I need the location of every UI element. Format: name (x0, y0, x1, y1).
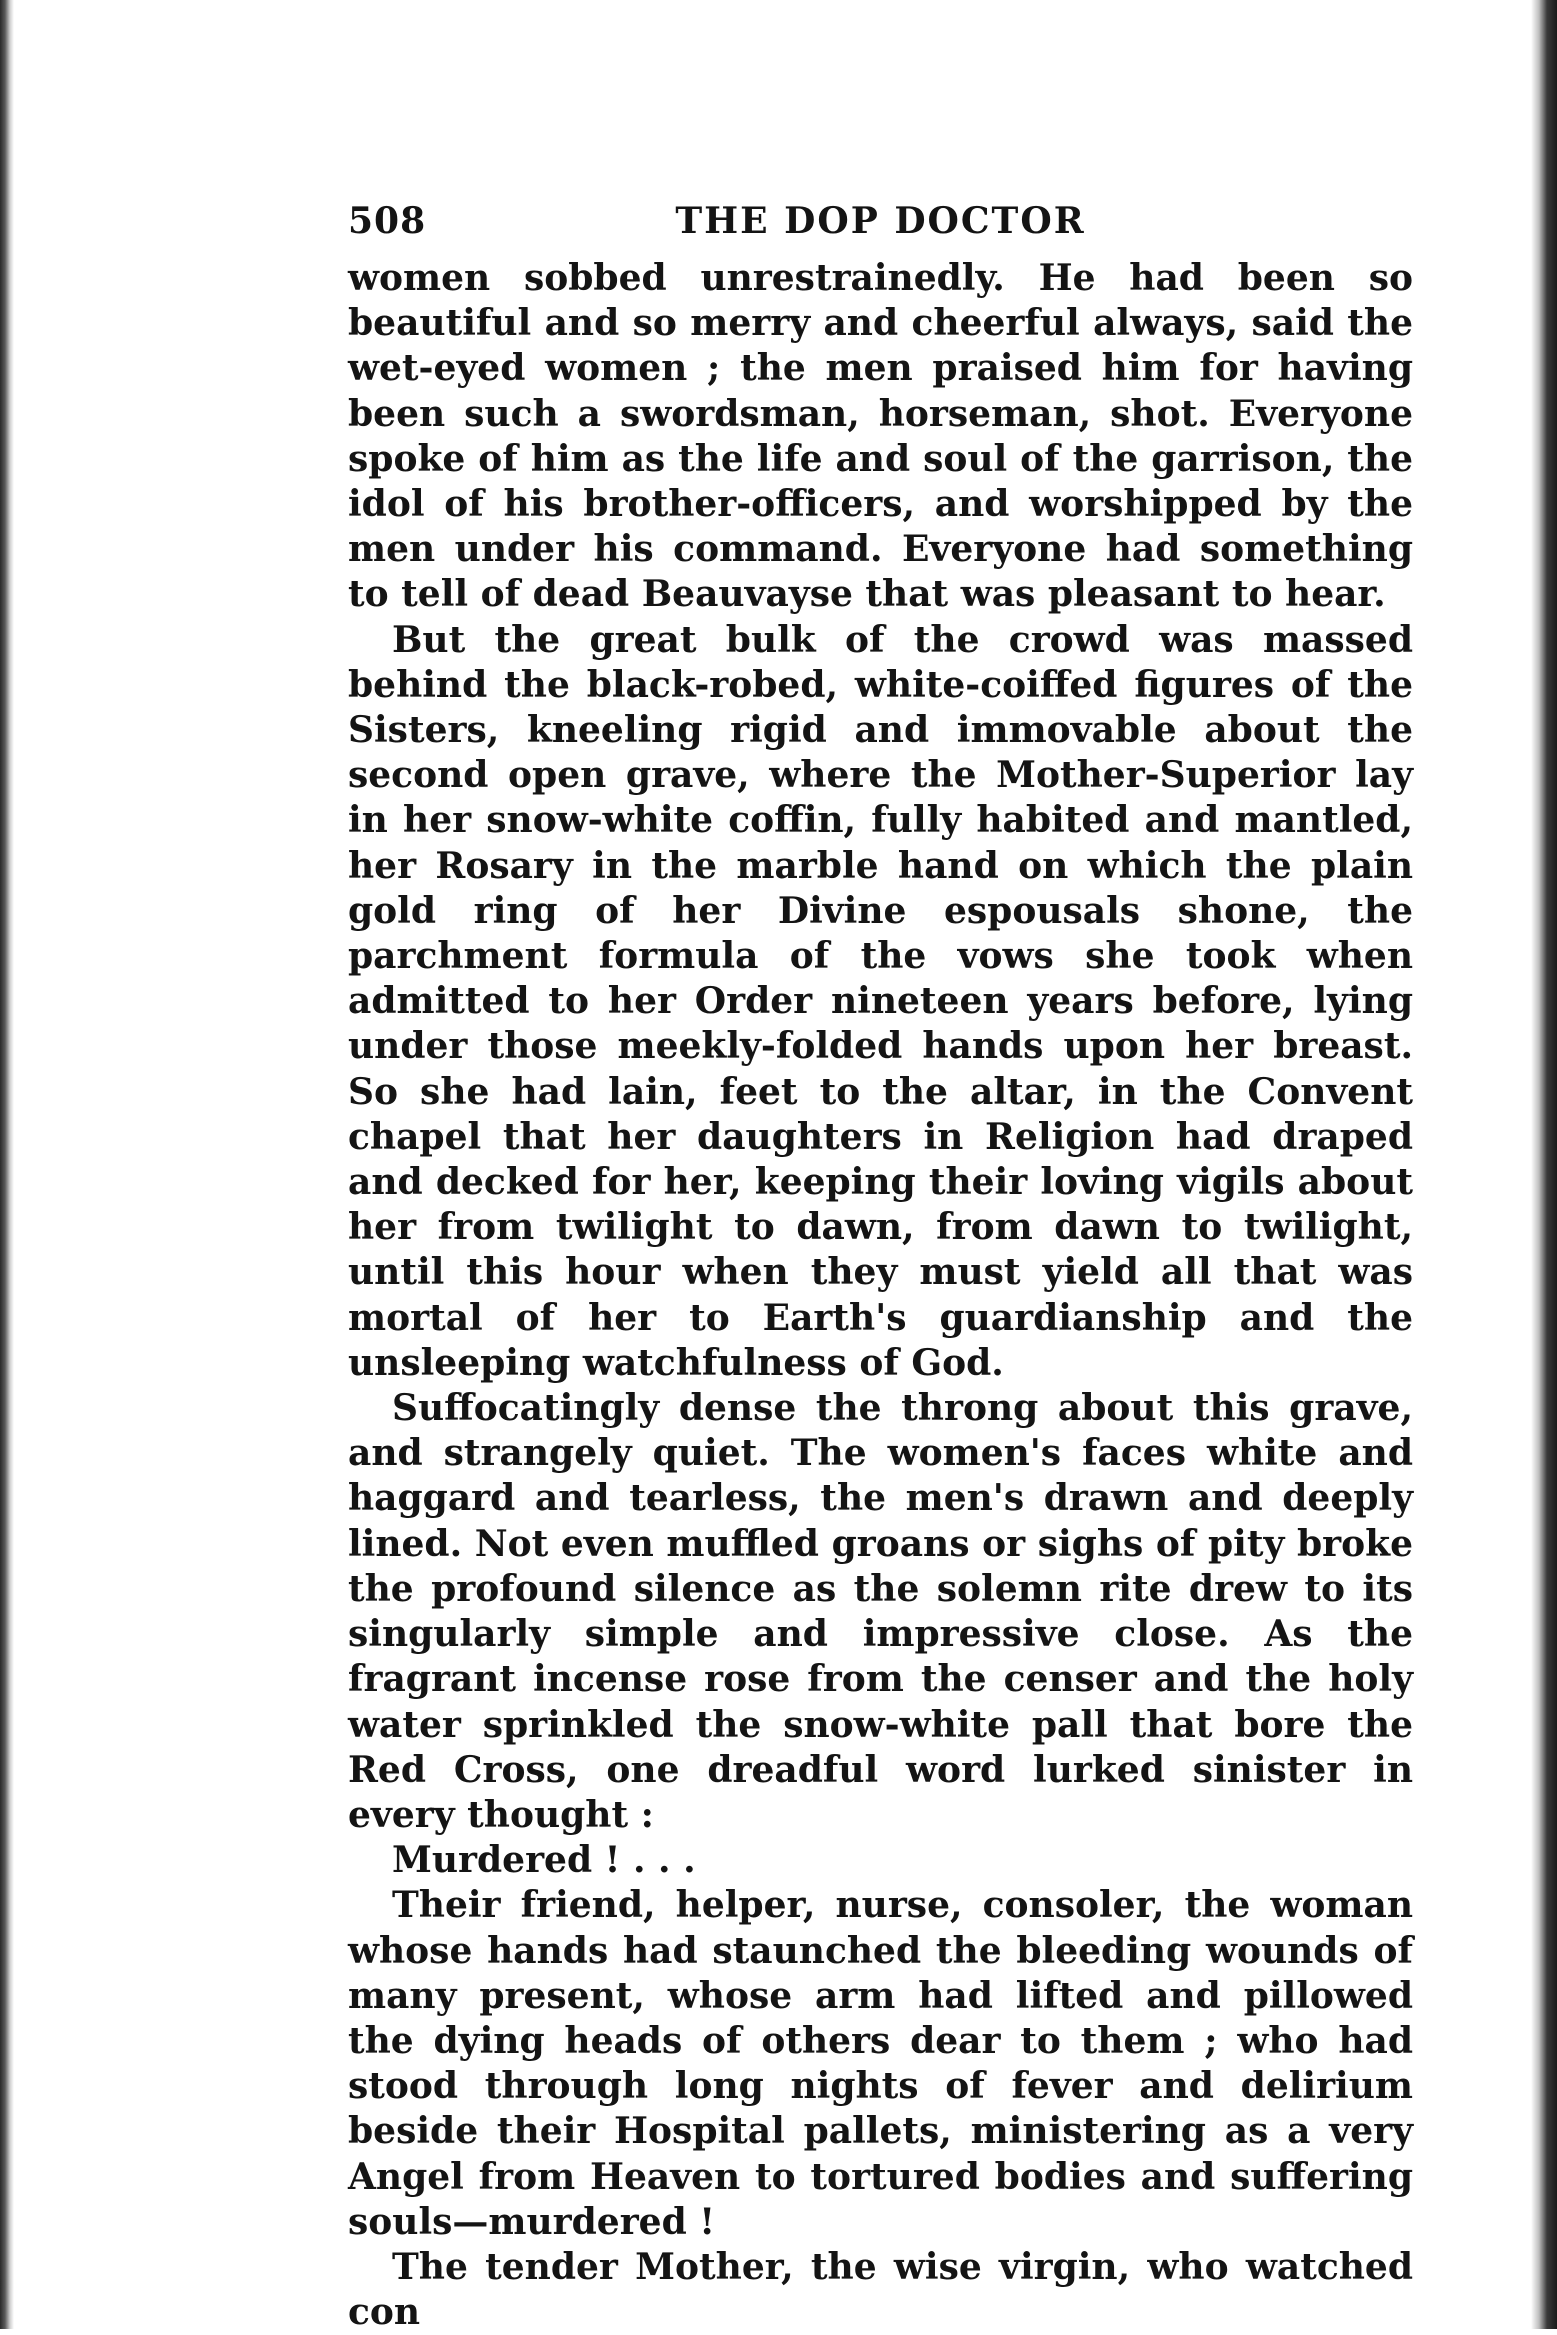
page-number: 508 (348, 200, 427, 242)
paragraph: Murdered ! . . . (392, 1839, 696, 1882)
body-text (348, 256, 1413, 2335)
scan-edge-left (0, 0, 14, 2329)
paragraph: But the great bulk of the crowd was massed behind the black-robed, white-coiffed figures of the Sisters, kneeling rigid and immovable about the second open grave, where the Mother-Superior lay in her snow-white coffin, fully habited and mantled, her Rosary in the marble hand on which the plain gold ring of her Divine espousals shone, the parchment formula of the vows she took when admitted to her Order nineteen years before, lying under those meekly-folded hands upon her breast. So she had lain, feet to the altar, in the Convent chapel that her daughters in Religion had draped and decked for her, keeping their loving vigils about her from twilight to dawn, from dawn to twilight, until this hour when they must yield all that was mortal of her to Earth's guardianship and the unsleeping watchfulness of God. (348, 618, 1413, 1384)
paragraph: women sobbed unrestrainedly. He had been so beautiful and so merry and cheerful always, said the wet-eyed women ; the men praised him for having been such a swordsman, horseman, shot. Everyone spoke of him as the life and soul of the garrison, the idol of his brother-officers, and worshipped by the men under his command. Everyone had something to tell of dead Beauvayse that was pleasant to hear. (348, 257, 1413, 616)
running-head (348, 200, 1413, 256)
paragraph: Their friend, helper, nurse, consoler, the woman whose hands had staunched the bleeding wounds of many present, whose arm had lifted and pillowed the dying heads of others dear to them ; who had stood through long nights of fever and delirium beside their Hospital pallets, ministering as a very Angel from Heaven to tortured bodies and suffering souls—murdered ! (348, 1884, 1413, 2243)
paragraph: Suffocatingly dense the throng about this grave, and strangely quiet. The women's faces white and haggard and tearless, the men's drawn and deeply lined. Not even muffled groans or sighs of pity broke the profound silence as the solemn rite drew to its singularly simple and impressive close. As the fragrant incense rose from the censer and the holy water sprinkled the snow-white pall that bore the Red Cross, one dreadful word lurked sinister in every thought : (348, 1387, 1413, 1836)
paragraph: The tender Mother, the wise virgin, who watched con (348, 2245, 1413, 2334)
scan-edge-right (1531, 0, 1557, 2329)
book-page (348, 200, 1413, 2335)
running-title: THE DOP DOCTOR (675, 200, 1086, 242)
